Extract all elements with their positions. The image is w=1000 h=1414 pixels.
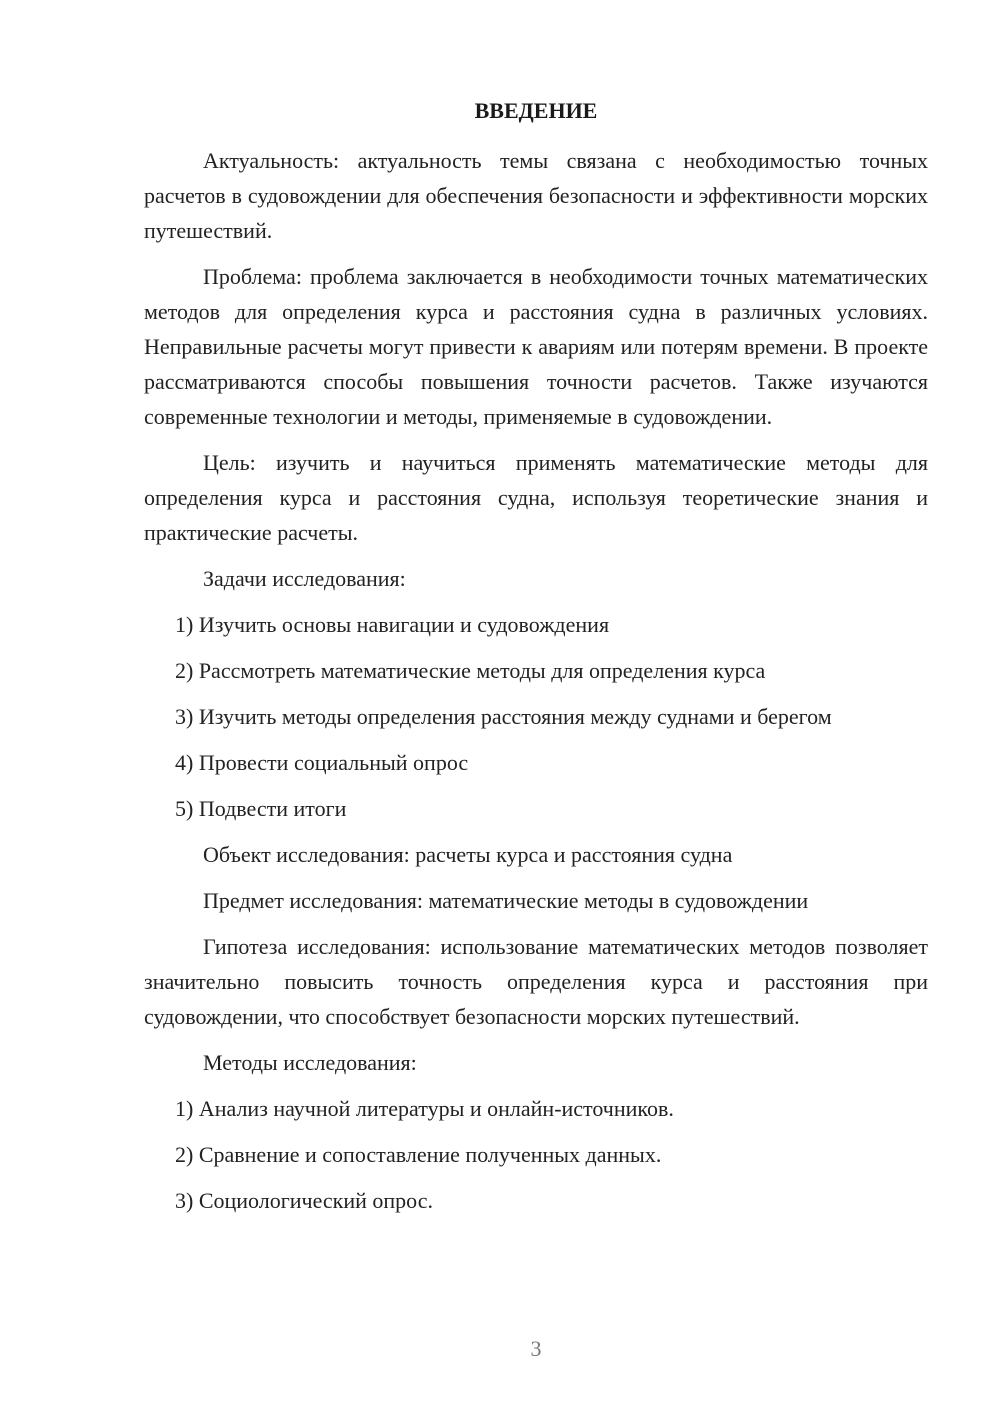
research-object: Объект исследования: расчеты курса и расстояния судна <box>203 842 733 867</box>
task-item: 4) Провести социальный опрос <box>175 750 469 775</box>
methods-heading: Методы исследования: <box>203 1050 417 1075</box>
problem-paragraph: Проблема: проблема заключается в необходимости точных математических методов для определения курса и расстояния судна в различных условиях. Неправильные расчеты могут привести к авариям или потерям времени. В проекте рассматриваются способы повышения точности расчетов. Также изучаются современные технологии и методы, применяемые в судовождении. <box>144 264 928 429</box>
relevance-paragraph: Актуальность: актуальность темы связана с необходимостью точных расчетов в судовождении для обеспечения безопасности и эффективности морских путешествий. <box>144 148 928 243</box>
hypothesis-paragraph: Гипотеза исследования: использование математических методов позволяет значительно повысить точность определения курса и расстояния при судовождении, что способствует безопасности морских путешествий. <box>144 934 928 1029</box>
task-item: 5) Подвести итоги <box>175 796 347 821</box>
method-item: 1) Анализ научной литературы и онлайн-источников. <box>175 1096 674 1121</box>
goal-paragraph: Цель: изучить и научиться применять математические методы для определения курса и расстояния судна, используя теоретические знания и практические расчеты. <box>144 450 928 545</box>
page-title: ВВЕДЕНИЕ <box>474 98 598 123</box>
research-subject: Предмет исследования: математические методы в судовождении <box>203 888 809 913</box>
method-item: 3) Социологический опрос. <box>175 1188 433 1213</box>
task-item: 2) Рассмотреть математические методы для определения курса <box>175 658 766 683</box>
task-item: 3) Изучить методы определения расстояния между суднами и берегом <box>175 704 832 729</box>
page-number: 3 <box>530 1336 542 1361</box>
tasks-heading: Задачи исследования: <box>203 566 406 591</box>
method-item: 2) Сравнение и сопоставление полученных данных. <box>175 1142 662 1167</box>
document-body <box>144 143 928 1229</box>
task-item: 1) Изучить основы навигации и судовождения <box>175 612 610 637</box>
